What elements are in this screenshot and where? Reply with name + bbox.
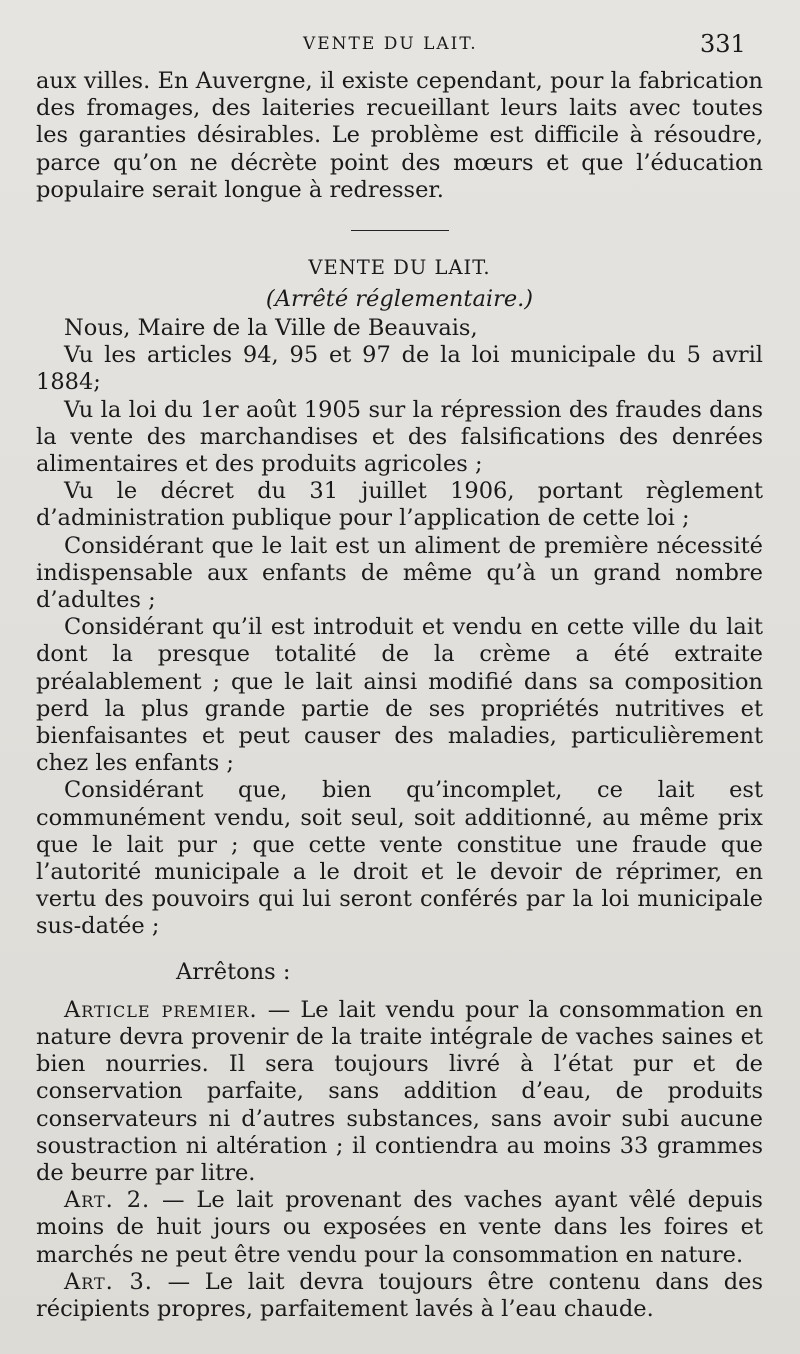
- decree-heading: Arrêtons :: [176, 958, 291, 985]
- page-number: 331: [700, 30, 746, 58]
- preamble-vu-decret: Vu le décret du 31 juillet 1906, portant règlement d’administration publique pour l’application de cette loi ;: [36, 478, 763, 532]
- considerant-3: Considérant que, bien qu’incomplet, ce lait est communément vendu, soit seul, soit additionné, au même prix que le lait pur ; que cette vente constitue une fraude que l’autorité municipale a le droit et le devoir de réprimer, en vertu des pouvoirs qui lui seront conférés par la loi municipale sus-datée ;: [36, 777, 763, 940]
- preamble-vu-articles: Vu les articles 94, 95 et 97 de la loi municipale du 5 avril 1884;: [36, 342, 763, 396]
- continuation-paragraph: aux villes. En Auvergne, il existe cependant, pour la fabrication des fromages, des laiteries recueillant leurs laits avec toutes les garanties désirables. Le problème est difficile à résoudre, parce qu’on ne décrète point des mœurs et que l’éducation populaire serait longue à redresser.: [36, 68, 763, 203]
- preamble-mayor: Nous, Maire de la Ville de Beauvais,: [64, 315, 478, 342]
- considerant-1: Considérant que le lait est un aliment de première nécessité indispensable aux enfants de même qu’à un grand nombre d’adultes ;: [36, 532, 763, 614]
- preamble-vu-loi: Vu la loi du 1er août 1905 sur la répression des fraudes dans la vente des marchandises et des falsifications des denrées alimentaires et des produits agricoles ;: [36, 396, 763, 478]
- article-2-heading: Art. 2.: [64, 1187, 151, 1214]
- running-title: VENTE DU LAIT.: [303, 34, 478, 54]
- considerant-2: Considérant qu’il est introduit et vendu en cette ville du lait dont la presque totalité de la crème a été extraite préalablement ; que le lait ainsi modifié dans sa composition perd la plus grande partie de ses propriétés nutritives et bienfaisantes et peut causer des maladies, particulièrement chez les enfants ;: [36, 614, 763, 777]
- article-3-text: — Le lait devra toujours être contenu dans des récipients propres, parfaitement lavés à l’eau chaude.: [36, 1268, 763, 1322]
- section-divider: [351, 230, 449, 231]
- section-title: VENTE DU LAIT.: [308, 256, 491, 280]
- article-2-text: — Le lait provenant des vaches ayant vêlé depuis moins de huit jours ou exposées en vente dans les foires et marchés ne peut être vendu pour la consommation en nature.: [36, 1187, 763, 1268]
- section-subtitle: (Arrêté réglementaire.): [265, 286, 534, 313]
- page-body: [36, 68, 763, 1323]
- article-3-heading: Art. 3.: [64, 1268, 153, 1295]
- article-2: [36, 1187, 763, 1269]
- page-header: [0, 30, 800, 64]
- article-1-text: — Le lait vendu pour la consommation en nature devra provenir de la traite intégrale de vaches saines et bien nourries. Il sera toujours livré à l’état pur et de conservation parfaite, sans addition d’eau, de produits conservateurs ni d’autres substances, sans avoir subi aucune soustraction ni altération ; il contiendra au moins 33 grammes de beurre par litre.: [36, 996, 764, 1186]
- article-1: [36, 997, 763, 1187]
- article-1-heading: Article premier.: [64, 996, 258, 1023]
- article-3: [36, 1269, 763, 1323]
